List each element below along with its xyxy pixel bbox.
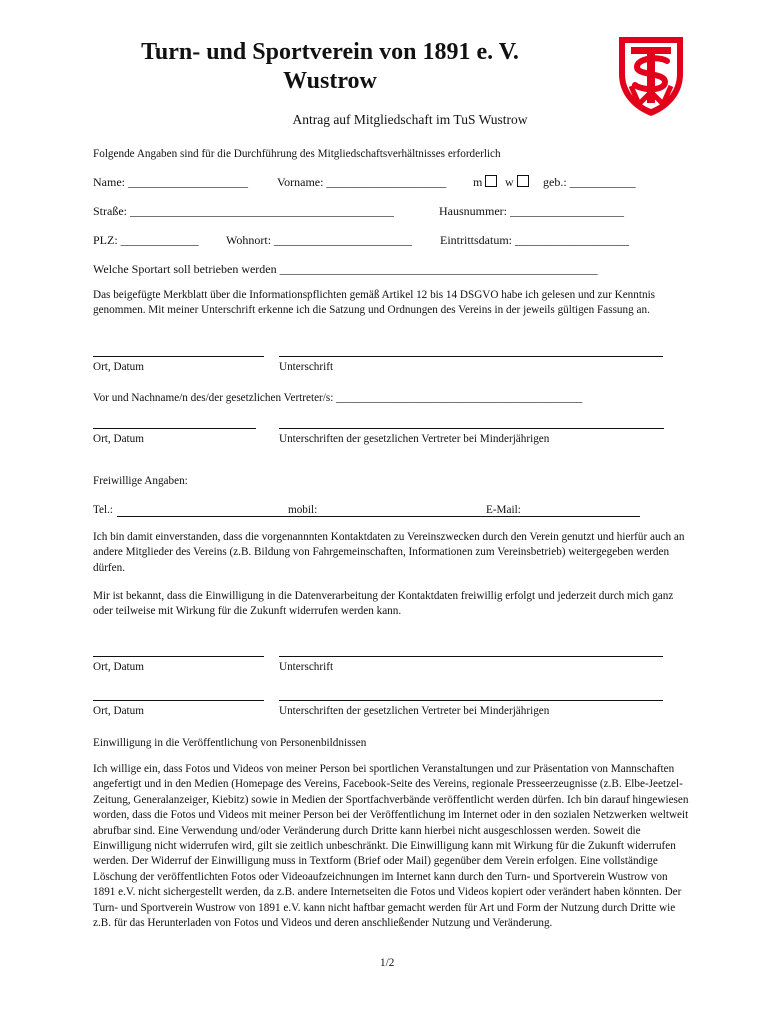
wohnort-field[interactable]: Wohnort: _______________________ (226, 233, 413, 247)
photo-consent-text: Ich willige ein, dass Fotos und Videos von meiner Person bei sportlichen Veranstaltungen und zur Präsentation von Mannschaften angefertigt und in den Medien (Homepage des Vereins, Facebook-Seite des Vereins, regionale Presseerzeugnisse (z.B. Elbe-Jeetzel-Zeitung, Generalanzeiger, Kiebitz) sowie in Medien der Sportfachverbände veröffentlicht werden dürfen. Ich bin darauf hingewiesen worden, dass die Fotos und Videos mit meiner Person bei der Veröffentlichung im Internet oder in den sozialen Netzwerken weltweit abrufbar sind. Eine Verwendung und/oder Veränderung durch Dritte kann hierbei nicht ausgeschlossen werden. Soweit die Einwilligung nicht widerrufen wird, gilt sie zeitlich unbeschränkt. Die Einwilligung kann mit Wirkung für die Zukunft widerrufen werden. Der Widerruf der Einwilligung muss in Textform (Brief oder Mail) gegenüber dem Verein erfolgen. Eine vollständige Löschung der veröffentlichten Fotos oder Videoaufzeichnungen im Internet kann durch den Turn- und Sportverein Wustrow von 1891 e.V. nicht sichergestellt werden, da z.B. andere Internetseiten die Fotos und Videos kopiert oder verändert haben könnten. Der Turn- und Sportverein Wustrow von 1891 e.V. kann nicht haftbar gemacht werden für Art und Form der Nutzung durch Dritte wie z.B. für das Herunterladen von Fotos und Videos und deren anschließender Nutzung und Veränderung. (93, 763, 689, 930)
page-number: 1/2 (380, 957, 395, 969)
mobil-input-line[interactable] (286, 516, 486, 517)
signature-line-unterschrift[interactable] (279, 356, 663, 357)
vertreter-name-field[interactable]: Vor und Nachname/n des/der gesetzlichen Vertreter/s: ____________________________________________ (93, 392, 583, 404)
eintrittsdatum-field[interactable]: Eintrittsdatum: ___________________ (440, 233, 629, 247)
document-title (60, 38, 600, 96)
consent-contact-text: Ich bin damit einverstanden, dass die vorgenannnten Kontaktdaten zu Vereinszwecken durch den Verein genutzt und hierfür auch an andere Mitglieder des Vereins (z.B. Bildung von Fahrgemeinschaften, Informationen zum Vereinsbetrieb) weitergegeben werden dürfen. (93, 531, 685, 574)
title-line-2: Wustrow (283, 68, 377, 94)
unterschrift-label: Unterschrift (279, 361, 334, 373)
signature-line-ort-datum-4[interactable] (93, 700, 264, 701)
gender-m-label: m (473, 175, 483, 189)
signature-line-unterschrift-2[interactable] (279, 656, 663, 657)
signature-line-ort-datum[interactable] (93, 356, 264, 357)
document-subtitle: Antrag auf Mitgliedschaft im TuS Wustrow (292, 112, 528, 127)
gender-w-option[interactable] (505, 175, 529, 190)
vertreter-unterschrift-label: Unterschriften der gesetzlichen Vertreter bei Minderjährigen (279, 433, 550, 445)
title-line-1: Turn- und Sportverein von 1891 e. V. (141, 39, 519, 65)
form-intro: Folgende Angaben sind für die Durchführung des Mitgliedschaftsverhältnisses erforderlich (93, 148, 501, 160)
hausnummer-field[interactable]: Hausnummer: ___________________ (439, 204, 624, 218)
gender-m-checkbox[interactable] (485, 175, 497, 187)
club-logo-shield-icon (615, 34, 687, 118)
ort-datum-label-2: Ort, Datum (93, 433, 144, 445)
signature-line-vertreter-2[interactable] (279, 700, 663, 701)
consent-withdraw-text: Mir ist bekannt, dass die Einwilligung in die Datenverarbeitung der Kontaktdaten freiwillig erfolgt und jederzeit durch mich ganz oder teilweise mit Wirkung für die Zukunft widerrufen werden kann. (93, 590, 674, 618)
tel-label: Tel.: (93, 504, 114, 516)
unterschrift-label-2: Unterschrift (279, 661, 334, 673)
gender-m-option[interactable] (473, 175, 497, 190)
gender-w-checkbox[interactable] (517, 175, 529, 187)
vertreter-unterschrift-label-2: Unterschriften der gesetzlichen Vertreter bei Minderjährigen (279, 705, 550, 717)
consent-dsgvo-text: Das beigefügte Merkblatt über die Informationspflichten gemäß Artikel 12 bis 14 DSGVO habe ich gelesen und zur Kenntnis genommen. Mit meiner Unterschrift erkenne ich die Satzung und Ordnungen des Vereins in der jeweils gültigen Fassung an. (93, 289, 656, 317)
email-label: E-Mail: (486, 504, 521, 516)
strasse-field[interactable]: Straße: ____________________________________________ (93, 204, 394, 218)
photo-consent-heading: Einwilligung in die Veröffentlichung von Personenbildnissen (93, 737, 367, 749)
mobil-label: mobil: (288, 504, 318, 516)
geb-field[interactable]: geb.: ___________ (543, 175, 636, 189)
sportart-field[interactable]: Welche Sportart soll betrieben werden _____________________________________________________ (93, 262, 598, 276)
tel-input-line[interactable] (117, 516, 287, 517)
plz-field[interactable]: PLZ: _____________ (93, 233, 199, 247)
vorname-field[interactable]: Vorname: ____________________ (277, 175, 447, 189)
signature-line-ort-datum-2[interactable] (93, 428, 256, 429)
voluntary-heading: Freiwillige Angaben: (93, 475, 188, 487)
gender-w-label: w (505, 175, 514, 189)
ort-datum-label-4: Ort, Datum (93, 705, 144, 717)
email-input-line[interactable] (486, 516, 640, 517)
ort-datum-label-3: Ort, Datum (93, 661, 144, 673)
ort-datum-label: Ort, Datum (93, 361, 144, 373)
signature-line-ort-datum-3[interactable] (93, 656, 264, 657)
name-field[interactable]: Name: ____________________ (93, 175, 248, 189)
signature-line-vertreter[interactable] (279, 428, 664, 429)
